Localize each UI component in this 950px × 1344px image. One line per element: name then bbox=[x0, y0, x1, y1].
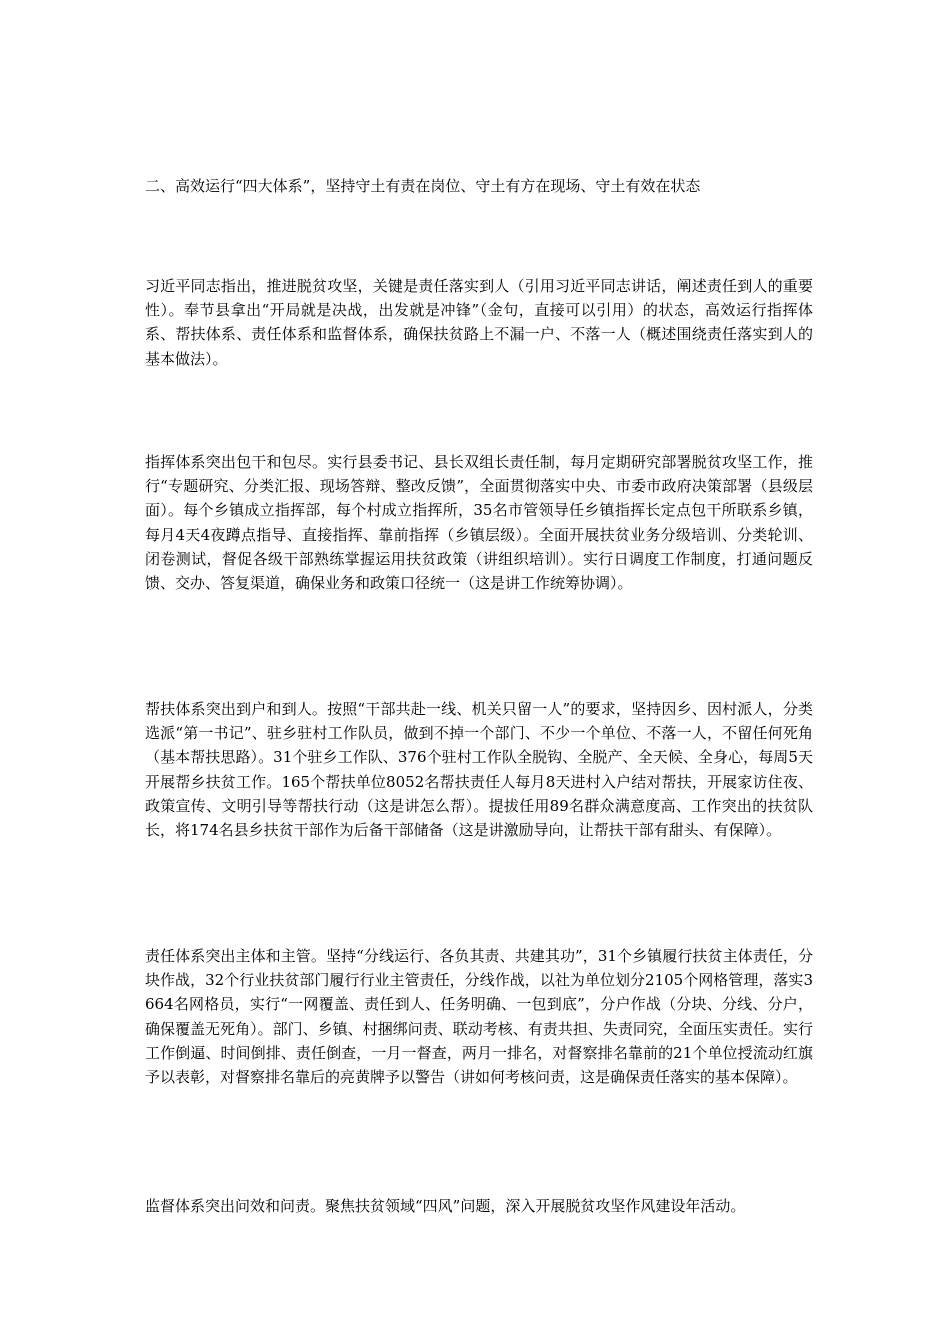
paragraph-intro: 习近平同志指出，推进脱贫攻坚，关键是责任落实到人（引用习近平同志讲话，阐述责任到人的重要性）。奉节县拿出“开局就是决战，出发就是冲锋”（金句，直接可以引用）的状态，高效运行指挥体系、帮扶体系、责任体系和监督体系，确保扶贫路上不漏一户、不落一人（概述围绕责任落实到人的基本做法）。 bbox=[145, 277, 813, 368]
paragraph-assistance-system: 帮扶体系突出到户和到人。按照“干部共赴一线、机关只留一人”的要求，坚持因乡、因村派人，分类选派“第一书记”、驻乡驻村工作队员，做到不掉一个部门、不少一个单位、不落一人，不留任何死角（基本帮扶思路）。31个驻乡工作队、376个驻村工作队全脱钩、全脱产、全天候、全身心，每周5天开展帮乡扶贫工作。165个帮扶单位8052名帮扶责任人每月8天进村入户结对帮扶，开展家访住夜、政策宣传、文明引导等帮扶行动（这是讲怎么帮）。提拔任用89名群众满意度高、工作突出的扶贫队长，将174名县乡扶贫干部作为后备干部储备（这是讲激励导向，让帮扶干部有甜头、有保障）。 bbox=[145, 700, 813, 840]
paragraph-command-system: 指挥体系突出包干和包尽。实行县委书记、县长双组长责任制，每月定期研究部署脱贫攻坚工作，推行“专题研究、分类汇报、现场答辩、整改反馈”，全面贯彻落实中央、市委市政府决策部署（县级层面）。每个乡镇成立指挥部，每个村成立指挥所，35名市管领导任乡镇指挥长定点包干所联系乡镇，每月4天4夜蹲点指导、直接指挥、靠前指挥（乡镇层级）。全面开展扶贫业务分级培训、分类轮训、闭卷测试，督促各级干部熟练掌握运用扶贫政策（讲组织培训）。实行日调度工作制度，打通问题反馈、交办、答复渠道，确保业务和政策口径统一（这是讲工作统筹协调）。 bbox=[145, 453, 813, 593]
section-heading: 二、高效运行“四大体系”，坚持守土有责在岗位、守土有方在现场、守土有效在状态 bbox=[145, 177, 701, 195]
paragraph-supervision-system: 监督体系突出问效和问责。聚焦扶贫领域“四风”问题，深入开展脱贫攻坚作风建设年活动。 bbox=[145, 1197, 746, 1215]
paragraph-responsibility-system: 责任体系突出主体和主管。坚持“分线运行、各负其责、共建其功”，31个乡镇履行扶贫主体责任，分块作战，32个行业扶贫部门履行行业主管责任，分线作战，以社为单位划分2105个网格管理，落实3664名网格员，实行“一网覆盖、责任到人、任务明确、一包到底”，分户作战（分块、分线、分户，确保覆盖无死角）。部门、乡镇、村捆绑问责、联动考核、有责共担、失责同究，全面压实责任。实行工作倒逼、时间倒排、责任倒查，一月一督查，两月一排名，对督察排名靠前的21个单位授流动红旗予以表彰，对督察排名靠后的亮黄牌予以警告（讲如何考核问责，这是确保责任落实的基本保障）。 bbox=[145, 947, 813, 1087]
